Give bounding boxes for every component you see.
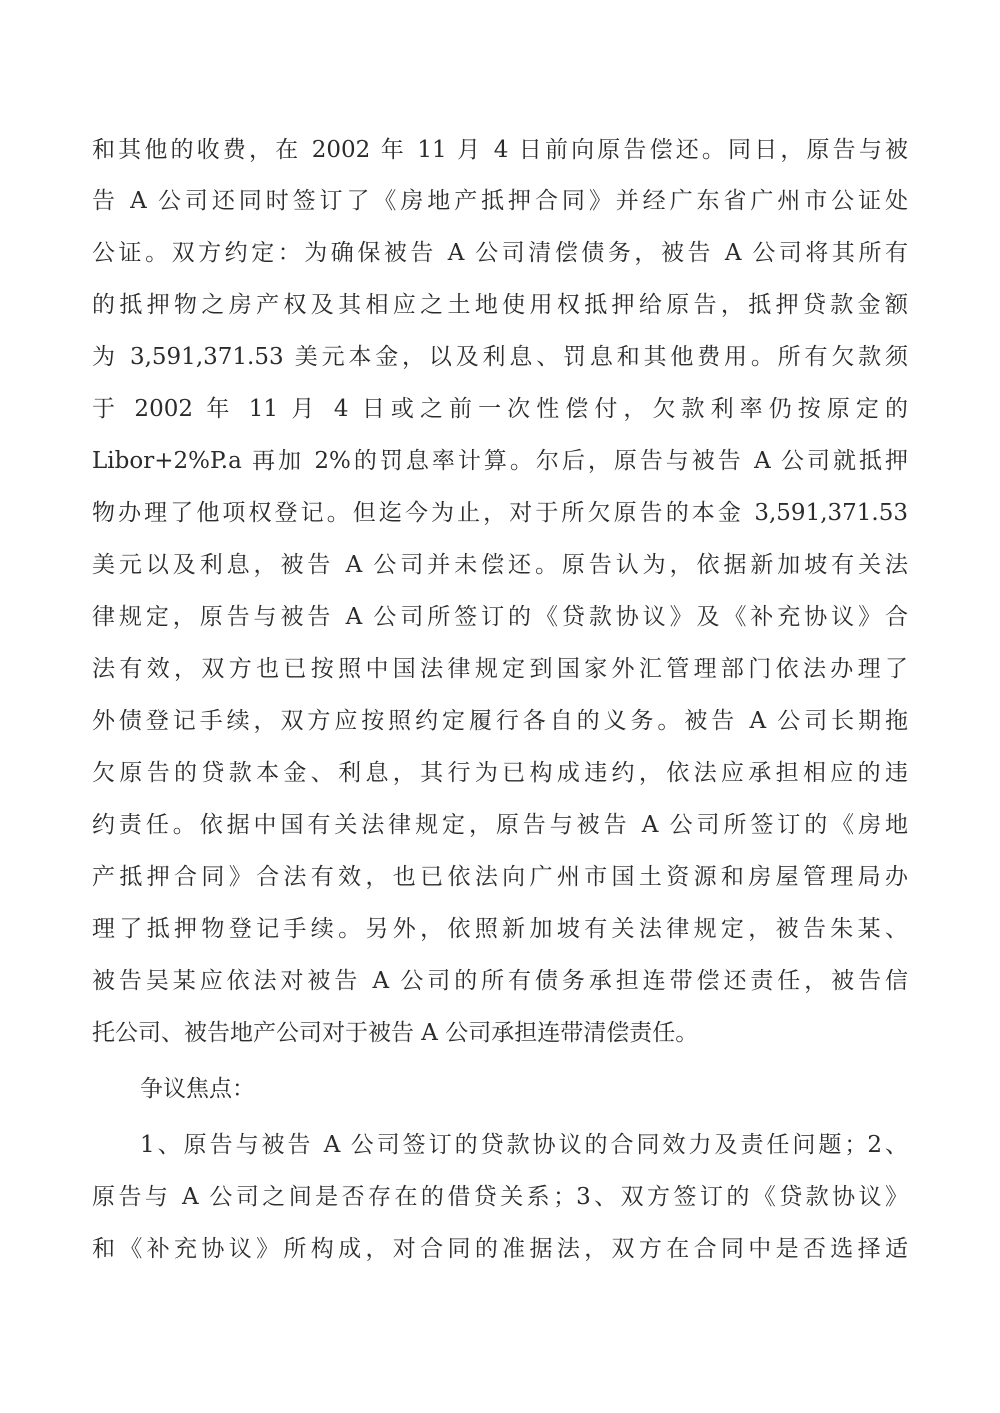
text-line: 和其他的收费，在 2002 年 11 月 4 日前向原告偿还。同日，原告与被 [92,137,908,163]
text-line: 和《补充协议》所构成，对合同的准据法，双方在合同中是否选择适 [92,1236,908,1262]
section-heading: 争议焦点： [140,1076,255,1102]
text-line: 告 A 公司还同时签订了《房地产抵押合同》并经广东省广州市公证处 [92,188,908,214]
text-line: 托公司、被告地产公司对于被告 A 公司承担连带清偿责任。 [92,1020,699,1046]
text-line: 律规定，原告与被告 A 公司所签订的《贷款协议》及《补充协议》合 [92,604,908,630]
text-line: 法有效，双方也已按照中国法律规定到国家外汇管理部门依法办理了 [92,656,908,682]
text-line: 为 3,591,371.53 美元本金，以及利息、罚息和其他费用。所有欠款须 [92,344,908,370]
text-line: 于 2002 年 11 月 4 日或之前一次性偿付，欠款利率仍按原定的 [92,396,908,422]
text-line: 外债登记手续，双方应按照约定履行各自的义务。被告 A 公司长期拖 [92,708,908,734]
text-line: 理了抵押物登记手续。另外，依照新加坡有关法律规定，被告朱某、 [92,916,908,942]
text-line: 欠原告的贷款本金、利息，其行为已构成违约，依法应承担相应的违 [92,760,908,786]
text-line: 产抵押合同》合法有效，也已依法向广州市国土资源和房屋管理局办 [92,864,908,890]
text-line: Libor+2%P.a 再加 2%的罚息率计算。尔后，原告与被告 A 公司就抵押 [92,448,908,474]
text-line: 原告与 A 公司之间是否存在的借贷关系；3、双方签订的《贷款协议》 [92,1184,908,1210]
text-line: 1、原告与被告 A 公司签订的贷款协议的合同效力及责任问题；2、 [140,1132,908,1158]
text-line: 公证。双方约定：为确保被告 A 公司清偿债务，被告 A 公司将其所有 [92,240,908,266]
text-line: 物办理了他项权登记。但迄今为止，对于所欠原告的本金 3,591,371.53 [92,500,908,526]
text-line: 约责任。依据中国有关法律规定，原告与被告 A 公司所签订的《房地 [92,812,908,838]
text-line: 被告吴某应依法对被告 A 公司的所有债务承担连带偿还责任，被告信 [92,968,908,994]
text-line: 美元以及利息，被告 A 公司并未偿还。原告认为，依据新加坡有关法 [92,552,908,578]
text-line: 的抵押物之房产权及其相应之土地使用权抵押给原告，抵押贷款金额 [92,292,908,318]
